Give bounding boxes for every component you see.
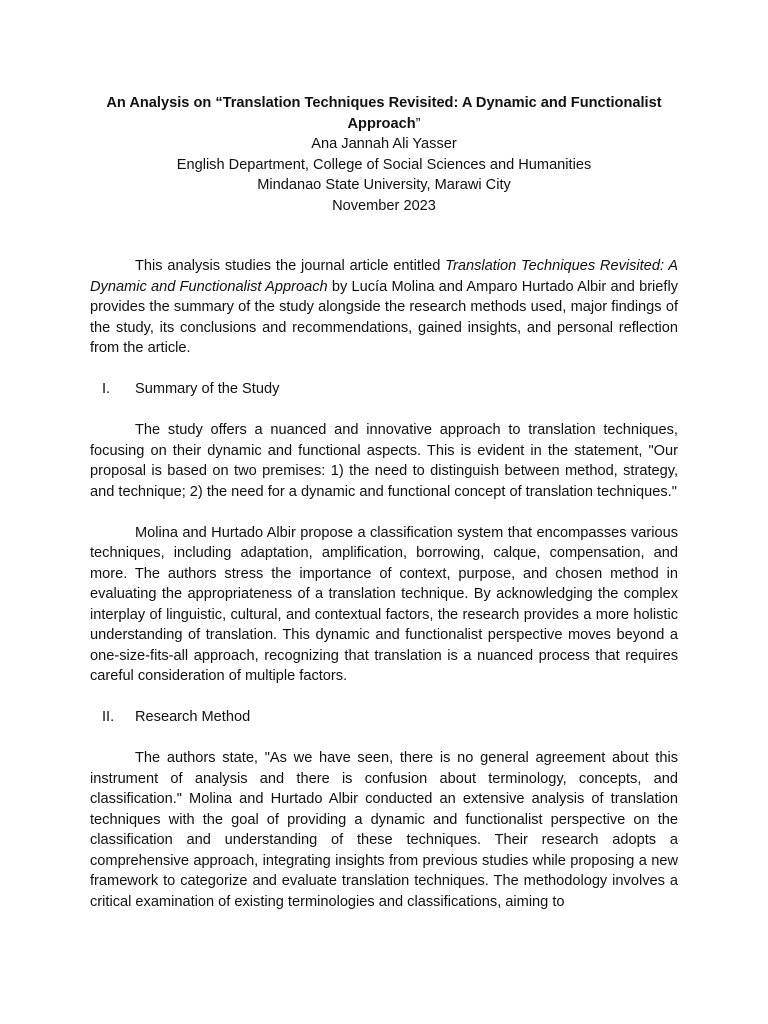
summary-paragraph-1: The study offers a nuanced and innovative approach to translation techniques, focusing on their dynamic and functional aspects. This is evident in the statement, "Our proposal is based on two premises: 1) the need to distinguish between method, strategy, and technique; 2) the need for a dynamic and functional concept of translation techniques.": [90, 422, 678, 500]
document-title: [90, 93, 678, 134]
title-main: An Analysis on “Translation Techniques Revisited: A Dynamic and Functionalist Approach: [106, 95, 662, 132]
document-date: November 2023: [332, 197, 436, 214]
document-body: [90, 256, 678, 912]
title-quote-close: ”: [415, 115, 421, 132]
summary-paragraph-2: Molina and Hurtado Albir propose a classification system that encompasses various techniques, including adaptation, amplification, borrowing, calque, compensation, and more. The authors stress the importance of context, purpose, and chosen method in evaluating the appropriateness of a translation technique. By acknowledging the complex interplay of linguistic, cultural, and contextual factors, the research provides a more holistic understanding of translation. This dynamic and functionalist perspective moves beyond a one-size-fits-all approach, recognizing that translation is a nuanced process that requires careful consideration of multiple factors.: [90, 524, 678, 684]
section-title: Summary of the Study: [135, 381, 280, 397]
section-heading-summary: [90, 379, 678, 400]
university: Mindanao State University, Marawi City: [257, 177, 511, 193]
intro-article-title: Translation Techniques Revisited: A Dynamic and Functionalist Approach: [90, 258, 678, 295]
section-number: II.: [102, 709, 115, 725]
department: English Department, College of Social Sciences and Humanities: [176, 156, 592, 173]
research-method-paragraph-1: The authors state, "As we have seen, there is no general agreement about this instrument of analysis and there is confusion about terminology, concepts, and classification." Molina and Hurtado Albir conducted an extensive analysis of translation techniques with the goal of providing a dynamic and functionalist perspective on the classification and understanding of these techniques. Their research adopts a comprehensive approach, integrating insights from previous studies while proposing a new framework to categorize and evaluate translation techniques. The methodology involves a critical examination of existing terminologies and classifications, aiming to: [90, 750, 678, 910]
section-number: I.: [102, 381, 111, 397]
intro-paragraph: [90, 256, 678, 359]
section-title: Research Method: [135, 709, 251, 725]
author-name: Ana Jannah Ali Yasser: [311, 136, 457, 152]
document-header: [90, 93, 678, 216]
intro-text-after: by Lucía Molina and Amparo Hurtado Albir and briefly provides the summary of the study alongside the research methods used, major findings of the study, its conclusions and recommendations, gained insights, and personal reflection from the article.: [90, 278, 679, 356]
intro-text-before: This analysis studies the journal article entitled: [135, 258, 446, 274]
section-heading-research-method: [90, 707, 678, 728]
